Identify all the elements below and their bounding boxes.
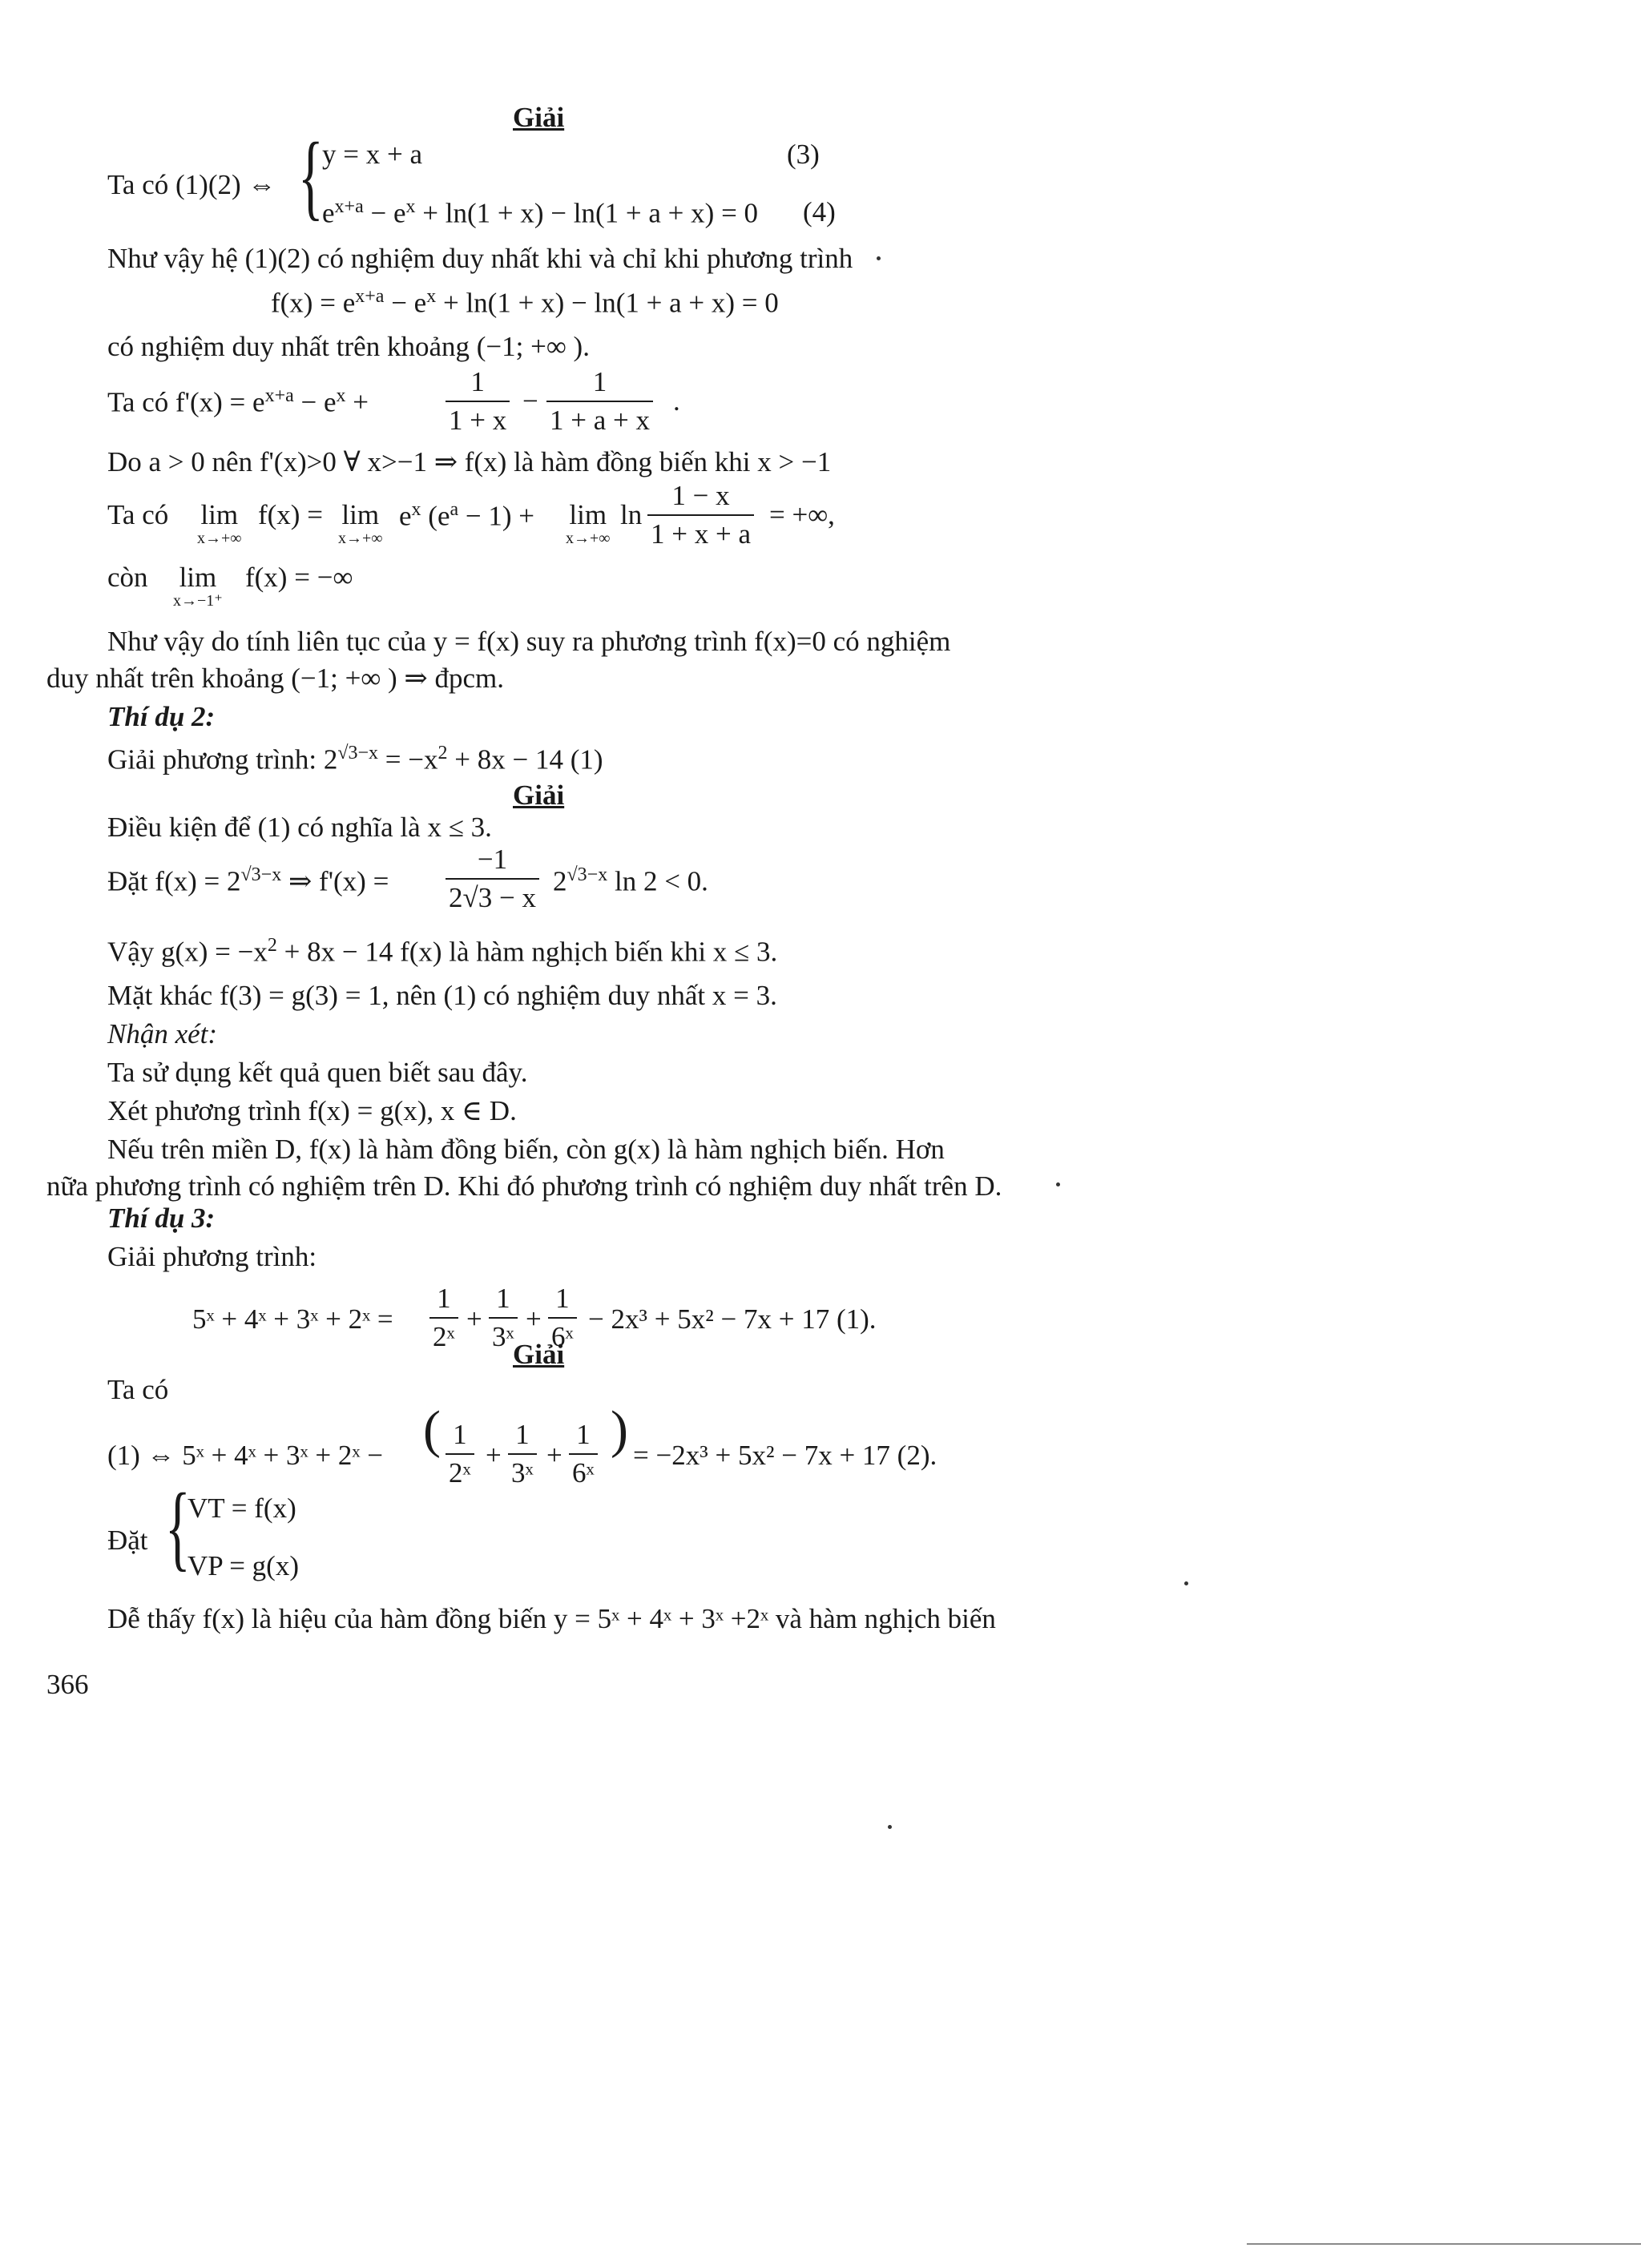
text-line: Như vậy hệ (1)(2) có nghiệm duy nhất khi và chỉ khi phương trình — [107, 243, 853, 274]
text-line: Điều kiện để (1) có nghĩa là x ≤ 3. — [107, 812, 492, 843]
text-line: Ta có (1)(2) ⇔ — [107, 169, 276, 200]
equation-part: (1) ⇔ 5ˣ + 4ˣ + 3ˣ + 2ˣ − — [107, 1440, 383, 1471]
equation-line: $f(x) = e^{x+a} - e^x + \ln(1 + x) - \ln(1 + a + x) = 0$ — [271, 286, 779, 319]
text-line: Xét phương trình f(x) = g(x), x ∈ D. — [107, 1095, 517, 1126]
scan-edge-line — [1247, 2243, 1641, 2245]
text-line: duy nhất trên khoảng (−1; +∞ ) ⇒ đpcm. — [46, 663, 505, 694]
equation-line: Vậy $g(x) = -x^2 + 8x - 14$ f(x) là hàm nghịch biến khi x ≤ 3. — [107, 935, 778, 968]
equation-line: Đặt $f(x) = 2^{√3-x}$ ⇒ f'(x) = — [107, 864, 389, 897]
text-line: Nếu trên miền D, f(x) là hàm đồng biến, còn g(x) là hàm nghịch biến. Hơn — [107, 1134, 945, 1165]
text-line: Mặt khác f(3) = g(3) = 1, nên (1) có nghiệm duy nhất x = 3. — [107, 980, 777, 1011]
plus-sign: + — [486, 1440, 502, 1471]
equation-line: Giải phương trình: $2^{√3-x} = -x^2 + 8x - 14$ (1) — [107, 743, 603, 775]
equation-line: y = x + a — [322, 139, 423, 170]
text-line: Do a > 0 nên f'(x)>0 ∀ x>−1 ⇒ f(x) là hàm đồng biến khi x > −1 — [107, 446, 832, 477]
text-line: Ta có — [107, 1374, 169, 1405]
brace-icon: { — [165, 1473, 191, 1580]
minus-sign: − — [522, 385, 538, 417]
solution-heading: Giải — [513, 779, 565, 811]
note-title: Nhận xét: — [107, 1018, 218, 1049]
scan-speck — [1184, 1581, 1188, 1585]
equation-line: $e^{x+a} - e^x + \ln(1 + x) - \ln(1 + a + x) = 0$ — [322, 196, 759, 229]
fraction: 1 2ˣ — [429, 1282, 458, 1354]
equation-part: 5ˣ + 4ˣ + 3ˣ + 2ˣ = — [192, 1303, 393, 1335]
fraction: 1 3ˣ — [508, 1418, 537, 1490]
solution-heading: Giải — [513, 1339, 565, 1370]
equation-part: $e^x$ $(e^a - 1)$ + — [399, 499, 535, 532]
text-line: Ta sử dụng kết quả quen biết sau đây. — [107, 1057, 528, 1088]
solution-heading: Giải — [513, 102, 565, 133]
text-line: Như vậy do tính liên tục của y = f(x) suy ra phương trình f(x)=0 có nghiệm — [107, 626, 951, 657]
text-line: Dễ thấy f(x) là hiệu của hàm đồng biến y = 5ˣ + 4ˣ + 3ˣ +2ˣ và hàm nghịch biến — [107, 1603, 996, 1634]
limit-operator: lim x→+∞ — [197, 499, 242, 547]
page-number: 366 — [46, 1669, 89, 1700]
limit-operator: lim x→+∞ — [338, 499, 383, 547]
paren-close: ) — [611, 1400, 628, 1459]
example-title: Thí dụ 3: — [107, 1202, 216, 1234]
equation-part: f(x) = −∞ — [245, 562, 353, 593]
fraction: 1 3ˣ — [489, 1282, 518, 1354]
fraction: 1 6ˣ — [569, 1418, 598, 1490]
text-line: có nghiệm duy nhất trên khoảng (−1; +∞ ). — [107, 331, 590, 362]
limit-operator: lim x→+∞ — [566, 499, 611, 547]
example-title: Thí dụ 2: — [107, 701, 216, 732]
equation-part: f(x) = — [258, 499, 323, 530]
fraction: 1 − x 1 + x + a — [647, 479, 754, 551]
text-line: Đặt — [107, 1525, 148, 1556]
text-line: còn — [107, 562, 148, 593]
scan-speck — [888, 1825, 892, 1829]
equation-part: $2^{√3-x}$ ln 2 < 0. — [553, 864, 708, 897]
equation-number: (4) — [803, 196, 836, 228]
fraction: 1 6ˣ — [548, 1282, 577, 1354]
brace-icon: { — [298, 123, 324, 229]
text-line: nữa phương trình có nghiệm trên D. Khi đó phương trình có nghiệm duy nhất trên D. — [46, 1170, 1002, 1202]
equation-part: − 2x³ + 5x² − 7x + 17 (1). — [588, 1303, 877, 1335]
plus-sign: + — [466, 1303, 482, 1335]
equation-part: = −2x³ + 5x² − 7x + 17 (2). — [633, 1440, 937, 1471]
equation-line: Ta có $f'(x) = e^{x+a} - e^x$ + — [107, 385, 369, 418]
plus-sign: + — [546, 1440, 562, 1471]
fraction: 1 1 + x — [446, 365, 510, 437]
fraction: 1 2ˣ — [446, 1418, 474, 1490]
fraction: 1 1 + a + x — [546, 365, 653, 437]
plus-sign: + — [526, 1303, 542, 1335]
scan-speck — [1056, 1182, 1060, 1186]
text-line: Giải phương trình: — [107, 1241, 317, 1272]
equation-part: ln — [620, 499, 643, 530]
equation-part: = +∞, — [769, 499, 835, 530]
period: . — [673, 385, 680, 417]
scan-speck — [877, 256, 881, 260]
limit-operator: lim x→−1⁺ — [173, 562, 223, 610]
equation-line: VT = f(x) — [187, 1493, 296, 1524]
paren-open: ( — [423, 1400, 441, 1459]
equation-line: VP = g(x) — [187, 1550, 299, 1581]
text-line: Ta có — [107, 499, 169, 530]
fraction: −1 2√3 − x — [446, 843, 539, 915]
equation-number: (3) — [787, 139, 820, 170]
